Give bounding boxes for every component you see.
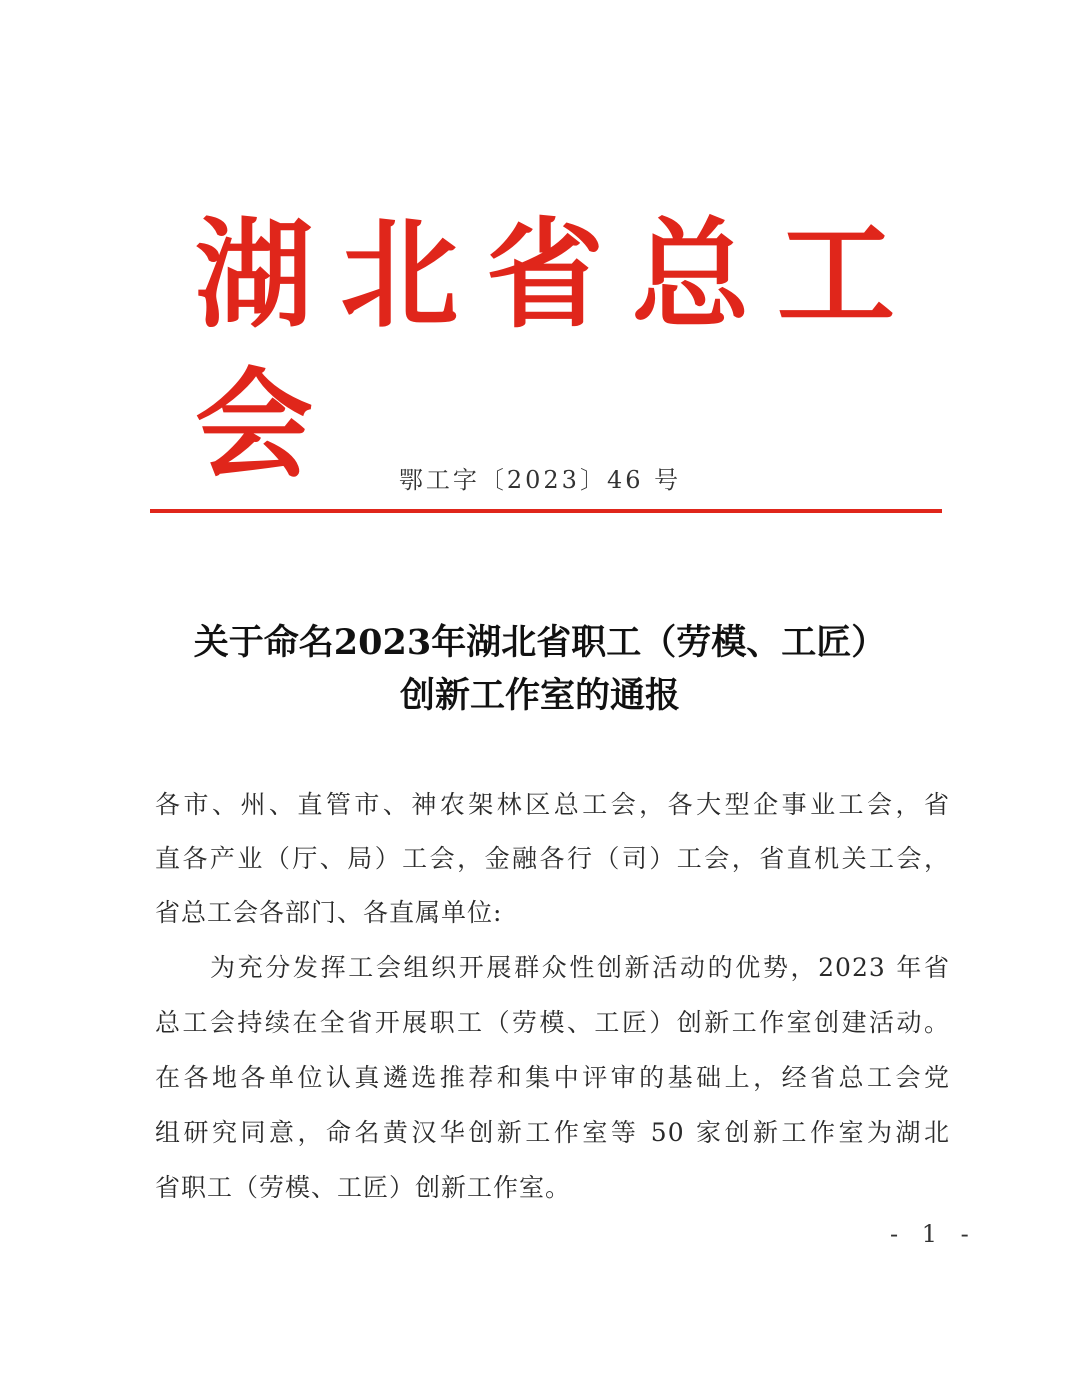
body-line: 为充分发挥工会组织开展群众性创新活动的优势，2023 年省	[210, 953, 950, 982]
page-number: - 1 -	[890, 1220, 977, 1248]
body-line: 省总工会各部门、各直属单位:	[155, 898, 503, 927]
body-line: 直各产业（厅、局）工会，金融各行（司）工会，省直机关工会，	[155, 844, 950, 873]
red-divider	[150, 509, 942, 513]
body-line: 省职工（劳模、工匠）创新工作室。	[155, 1173, 572, 1202]
issuer-name: 湖北省总工会	[195, 206, 895, 494]
document-title-line-2: 创新工作室的通报	[399, 675, 680, 716]
body-line: 总工会持续在全省开展职工（劳模、工匠）创新工作室创建活动。	[155, 1008, 950, 1037]
document-number: 鄂工字〔2023〕46 号	[398, 466, 682, 494]
body-line: 各市、州、直管市、神农架林区总工会，各大型企事业工会，省	[155, 790, 950, 819]
document-title-line-1: 关于命名2023年湖北省职工（劳模、工匠）	[193, 622, 887, 663]
body-line: 组研究同意，命名黄汉华创新工作室等 50 家创新工作室为湖北	[155, 1118, 950, 1147]
body-line: 在各地各单位认真遴选推荐和集中评审的基础上，经省总工会党	[155, 1063, 950, 1092]
